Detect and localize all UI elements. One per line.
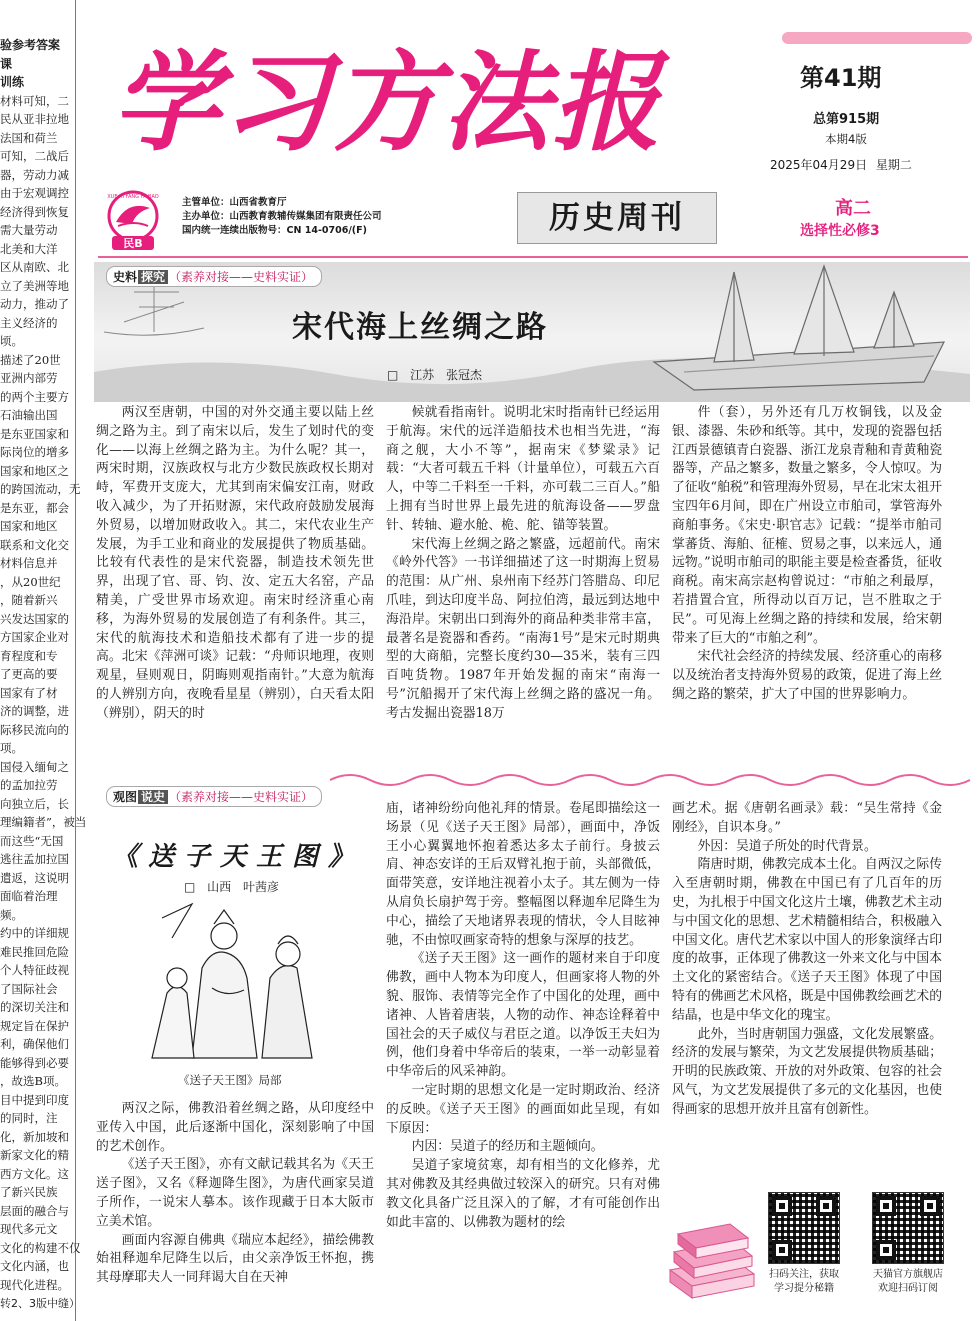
paragraph: 吴道子家境贫寒，却有相当的文化修养，尤其对佛教及其经典做过较深入的研究。只有对佛教文化具备广泛且深入的了解，才有可能创作出如此丰富的、以佛教为题材的绘: [386, 1158, 660, 1230]
left-strip-line: 遣返，这说明: [0, 870, 69, 885]
left-strip-lines: [0, 36, 87, 1294]
qr-caption-line: 扫码关注，获取: [769, 1269, 839, 1280]
paragraph: 《送子天王图》，亦有文献记载其名为《天王送子图》，又名《释迦降生图》，为唐代画家吴道子所作，一说宋人摹本。该作现藏于日本大阪市立美术馆。: [96, 1157, 374, 1229]
left-strip-line: 化，新加坡和: [0, 1129, 69, 1144]
article2-section-tag: [106, 786, 322, 807]
divider: [98, 256, 968, 258]
left-strip-line: 国侵入缅甸之: [0, 759, 69, 774]
left-strip-line: 向独立后，长: [0, 796, 69, 811]
qr-caption-store: [858, 1268, 958, 1296]
logo-badge: 民B: [123, 237, 143, 250]
article2-byline: □ 山西 叶茜彦: [184, 880, 279, 894]
qr-eye: [876, 1240, 896, 1260]
left-strip-line: 而这些“无国: [0, 833, 64, 848]
left-strip-line: 是东亚国家和: [0, 426, 69, 441]
left-strip-line: 训练: [0, 75, 25, 89]
publisher-info-line: 国内统一连续出版物号：CN 14-0706/(F): [182, 225, 367, 236]
paragraph: 《送子天王图》这一画作的题材来自于印度佛教，画中人物本为印度人，但画家将人物的外貌、服饰、表情等完全作了中国化的处理，画中诸神、人皆着唐装，人物的动作、神态诠释着中国社会的天子威仪与君臣之道。以净饭王夫妇为例，他们身着中华帝后的装束，一举一动彰显着中华帝后的风采神韵。: [386, 951, 660, 1080]
left-strip-line: ，从20世纪: [0, 574, 61, 589]
left-strip-line: 亚洲内部劳: [0, 371, 58, 385]
left-strip-line: 际岗位的增多: [0, 445, 69, 459]
article1-column-2: [386, 404, 660, 764]
tag-part-a: 观图: [113, 790, 138, 804]
paragraph: 两汉之际，佛教沿着丝绸之路，从印度经中亚传入中国，此后逐渐中国化，深刻影响了中国的艺术创作。: [96, 1101, 374, 1154]
paragraph: 外因：吴道子所处的时代背景。: [697, 838, 877, 854]
issue-box: [800, 58, 920, 93]
qr-caption-follow: [754, 1268, 854, 1296]
article2-column-2: [386, 800, 660, 1315]
paragraph: 候就看指南针。说明北宋时指南针已经运用于航海。宋代的远洋造船技术也相当先进，“海商之舰，大小不等”，据南宋《梦粱录》记载：“大者可载五千料（计量单位），可载五六百人，中等二千料至一千料，亦可载二三百人。”船上拥有当时世界上最先进的航海设备——罗盘针、转轴、避水舱、桅、舵、锚等装置。: [386, 405, 660, 533]
wave-divider: [330, 770, 970, 790]
article1-section-tag: [106, 266, 322, 287]
paragraph: 内因：吴道子的经历和主题倾向。: [411, 1139, 604, 1155]
paragraph: 件（套），另外还有几万枚铜钱，以及金银、漆器、朱砂和纸等。其中，发现的瓷器包括江西景德镇青白瓷器、浙江龙泉青釉和青黄釉瓷器等，产品之繁多，数量之繁多，令人惊叹。为了征收“舶税”和管理海外贸易，早在北宋太祖开宝四年6月间，即在广州设立市舶司，掌管海外商舶事务。《宋史·职官志》记载：“提举市舶司掌蕃货、海舶、征榷、贸易之事，以来远人，通远物。”说明市舶司的职能主要是检查番货，征收商税。南宋高宗赵构曾说过：“市舶之利最厚，若措置合宜，所得动以百万记，岂不胜取之于民”。可见海上丝绸之路的持续和发展，给宋朝带来了巨大的“市舶之利”。: [672, 405, 942, 646]
left-strip-line: 频。: [0, 907, 23, 922]
tag-part-c: （素养对接——史料实证）: [169, 270, 314, 284]
tag-part-b: 探究: [138, 270, 168, 284]
paragraph: 一定时期的思想文化是一定时期政治、经济的反映。《送子天王图》的画面如此呈现，有如下原因：: [386, 1082, 660, 1136]
article1-byline: □ 江苏 张冠杰: [387, 368, 482, 382]
newspaper-logo: [98, 190, 168, 252]
left-strip-line: 现代化进程。: [0, 1277, 69, 1292]
left-strip-line: 理编籍者”，被当: [0, 815, 87, 829]
publisher-info: [182, 196, 382, 238]
left-strip-line: 方国家企业对: [0, 630, 69, 644]
left-strip-line: 利，确保他们: [0, 1037, 69, 1051]
left-strip-line: 联系和文化交: [0, 537, 69, 552]
left-strip-line: 能够得到必要: [0, 1055, 69, 1070]
qr-eye: [772, 1240, 792, 1260]
issue-pages: 本期4版: [825, 132, 867, 146]
qr-eye: [920, 1196, 940, 1216]
left-strip-line: 主义经济的: [0, 315, 58, 330]
left-strip-line: 石油输出国: [0, 408, 58, 422]
article1-column-1: [96, 404, 374, 764]
paragraph: 画艺术。据《唐朝名画录》载：“吴生常持《金刚经》，自识本身。”: [672, 801, 942, 835]
masthead-title: 学习方法报: [112, 40, 663, 166]
left-strip-line: 规定旨在保护: [0, 1018, 69, 1033]
left-strip-line: 是东亚，都会: [0, 500, 69, 515]
left-strip-line: 北美和大洋: [0, 241, 58, 256]
publisher-info-line: 主办单位：山西教育教辅传媒集团有限责任公司: [182, 211, 382, 222]
left-strip-answers: [0, 0, 87, 1321]
left-strip-line: 文化的构建不仅: [0, 1240, 81, 1255]
logo-text: XUE XI FANG FA BAO: [107, 194, 159, 200]
qr-code-store[interactable]: [872, 1192, 944, 1264]
article2-title: 《送子天王图》: [112, 842, 365, 872]
paragraph: 宋代海上丝绸之路之繁盛，远超前代。南宋《岭外代答》一书详细描述了这一时期海上贸易的范围：从广州、泉州南下经苏门答腊岛、印尼爪哇，到达印度半岛、阿拉伯湾，最远到达地中海沿岸。宋朝出口到海外的商品种类非常丰富，最著名是瓷器和香药。“南海1号”是宋元时期典型的大商船，完整长度约30—35米，装有三四百吨货物。1987年开始发掘的南宋“南海一号”沉船揭开了宋代海上丝绸之路的盛况一角。考古发掘出瓷器18万: [386, 536, 660, 721]
books-icon: [662, 1200, 762, 1310]
left-strip-line: 法国和荷兰: [0, 130, 58, 145]
left-strip-line: 材料可知，二: [0, 93, 69, 108]
left-strip-line: 个人特征歧视: [0, 963, 69, 977]
left-strip-line: 的深切关注和: [0, 1000, 69, 1014]
left-strip-line: 由于宏观调控: [0, 186, 69, 200]
left-strip-line: 育程度和专: [0, 648, 58, 663]
qr-eye: [772, 1196, 792, 1216]
painting-illustration: [132, 898, 337, 1068]
left-strip-line: 了新兴民族: [0, 1185, 58, 1199]
paragraph: 庙，诸神纷纷向他礼拜的情景。卷尾即描绘这一场景（见《送子天王图》局部），画面中，净饭王小心翼翼地怀抱着悉达多太子前行。身披云肩、神态安详的王后双臂礼抱于前，头部微低，面带笑意，安详地注视着小太子。其左侧为一侍从肩负长扇护驾于旁。整幅图以释迦牟尼降生为中心，描绘了天地诸界表现的情状，令人目眩神驰，不由惊叹画家奇特的想象与深厚的技艺。: [386, 801, 660, 948]
left-strip-line: 现代多元文: [0, 1222, 58, 1236]
paragraph: 此外，当时唐朝国力强盛，文化发展繁盛。经济的发展与繁荣，为文艺发展提供物质基础；开明的民族政策、开放的对外政策、包容的社会风气，为文艺发展提供了多元的文化基因，也使得画家的思想开放并且富有创新性。: [672, 1026, 942, 1117]
paragraph: 画面内容源自佛典《瑞应本起经》，描绘佛教始祖释迦牟尼降生以后，由父亲净饭王怀抱，携其母摩耶夫人一同拜谒大自在天神: [96, 1232, 374, 1286]
article2-column-3: [672, 800, 942, 1190]
painting-caption: 《送子天王图》局部: [178, 1073, 282, 1087]
left-strip-line: 西方文化。这: [0, 1166, 69, 1181]
issue-number: 第41期: [800, 64, 882, 92]
grade-course: 选择性必修3: [800, 223, 880, 239]
left-strip-line: 目中提到印度: [0, 1092, 69, 1107]
qr-eye: [876, 1196, 896, 1216]
left-strip-line: 新家文化的精: [0, 1148, 69, 1162]
left-strip-line: 国家和地区: [0, 519, 58, 533]
left-strip-line: 民从亚非拉地: [0, 112, 69, 126]
left-strip-line: ，随着新兴: [0, 593, 58, 607]
left-strip-line: 顷。: [0, 334, 23, 348]
paragraph: 宋代社会经济的持续发展、经济重心的南移以及统治者支持海外贸易的政策，促进了海上丝绸之路的繁荣，扩大了中国的世界影响力。: [672, 649, 942, 702]
left-strip-line: 文化内涵，也: [0, 1259, 69, 1273]
left-strip-line: 际移民流向的: [0, 722, 69, 737]
qr-code-follow[interactable]: [768, 1192, 840, 1264]
left-strip-line: 课: [0, 56, 13, 71]
left-strip-line: 需大量劳动: [0, 223, 58, 237]
grade-level: 高二: [835, 198, 871, 219]
publisher-info-line: 主管单位：山西省教育厅: [182, 197, 287, 208]
qr-eye: [816, 1196, 836, 1216]
article2-column-1: [96, 1100, 374, 1315]
qr-caption-line: 学习提分秘籍: [774, 1283, 834, 1294]
article1-column-3: [672, 404, 942, 764]
left-strip-line: 可知，二战后: [0, 149, 69, 163]
left-strip-line: 了国际社会: [0, 981, 58, 996]
section-name: 历史周刊: [517, 192, 717, 244]
left-strip-line: 国家和地区之: [0, 463, 69, 478]
left-strip-line: 国家有了材: [0, 685, 58, 700]
left-strip-line: 兴发达国家的: [0, 611, 69, 626]
paragraph: 隋唐时期，佛教完成本土化。自两汉之际传入至唐朝时期，佛教在中国已有了几百年的历史，为扎根于中国文化这片土壤，佛教艺术主动与中国文化的思想、艺术精髓相结合，积极融入中国文化。唐代艺术家以中国人的形象演绎古印度的故事，正体现了佛教这一外来文化与中国本土文化的紧密结合。《送子天王图》体现了中国特有的佛画艺术风格，既是中国佛教绘画艺术的结晶，也是中华文化的瑰宝。: [672, 857, 942, 1023]
paragraph: 两汉至唐朝，中国的对外交通主要以陆上丝绸之路为主。到了南宋以后，发生了划时代的变化——以海上丝绸之路为主。为什么呢？其一，两宋时期，汉族政权与北方少数民族政权长期对峙，军费开支庞大，尤其到南宋偏安江南，财政收入减少，为了开拓财源，宋代政府鼓励发展海外贸易，以增加财政收入。其二，宋代农业生产发展，为手工业和商业的发展提供了物质基础。比较有代表性的是宋代瓷器，制造技术领先世界，出现了官、哥、钧、汝、定五大名窑，产品精美，广受世界市场欢迎。南宋时经济重心南移，为海外贸易的发展创造了有利条件。其三，宋代的航海技术和造船技术都有了进一步的提高。北宋《萍洲可谈》记载：“舟师识地理，夜则观星，昼则观日，阴晦则观指南针。”大意为航海的人辨别方向，夜晚看星星（辨别），白天看太阳（辨别），阴天的时: [96, 405, 374, 721]
left-strip-line: 难民推回危险: [0, 944, 69, 959]
left-strip-line: 济的调整，进: [0, 704, 69, 718]
left-strip-line: 立了美洲等地: [0, 278, 69, 293]
left-strip-line: 描述了20世: [0, 352, 61, 367]
qr-caption-line: 天猫官方旗舰店: [873, 1269, 943, 1280]
left-strip-line: 材料信息并: [0, 556, 58, 570]
tag-part-a: 史料: [113, 270, 138, 284]
left-strip-line: 层面的融合与: [0, 1203, 69, 1218]
tag-part-c: （素养对接——史料实证）: [169, 790, 314, 804]
left-strip-line: 的同时，注: [0, 1111, 58, 1125]
left-strip-footer: 转2、3版中缝）: [0, 1296, 80, 1310]
qr-caption-line: 欢迎扫码订阅: [878, 1283, 938, 1294]
left-strip-line: 逃往孟加拉国: [0, 852, 69, 866]
left-strip-line: 的跨国流动，无: [0, 482, 81, 496]
left-strip-line: ，故选B项。: [0, 1074, 66, 1088]
left-strip-line: 动力，推动了: [0, 297, 69, 311]
decorative-pink-bar: [782, 32, 972, 44]
left-strip-line: 的两个主要方: [0, 389, 69, 404]
article1-title: 宋代海上丝绸之路: [292, 310, 548, 345]
left-strip-line: 器，劳动力减: [0, 167, 69, 182]
left-strip-line: 面临着治理: [0, 889, 58, 903]
issue-date: 2025年04月29日 星期二: [770, 158, 912, 172]
left-strip-line: 项。: [0, 741, 23, 755]
left-strip-line: 了更高的要: [0, 667, 58, 681]
left-strip-line: 的孟加拉劳: [0, 778, 58, 792]
tag-part-b: 说史: [138, 790, 168, 804]
left-strip-line: 区从南欧、北: [0, 260, 69, 274]
issue-total: 总第915期: [813, 112, 880, 127]
left-strip-line: 验参考答案: [0, 38, 61, 52]
left-strip-line: 约中的详细规: [0, 926, 69, 940]
left-strip-line: 经济得到恢复: [0, 204, 69, 219]
